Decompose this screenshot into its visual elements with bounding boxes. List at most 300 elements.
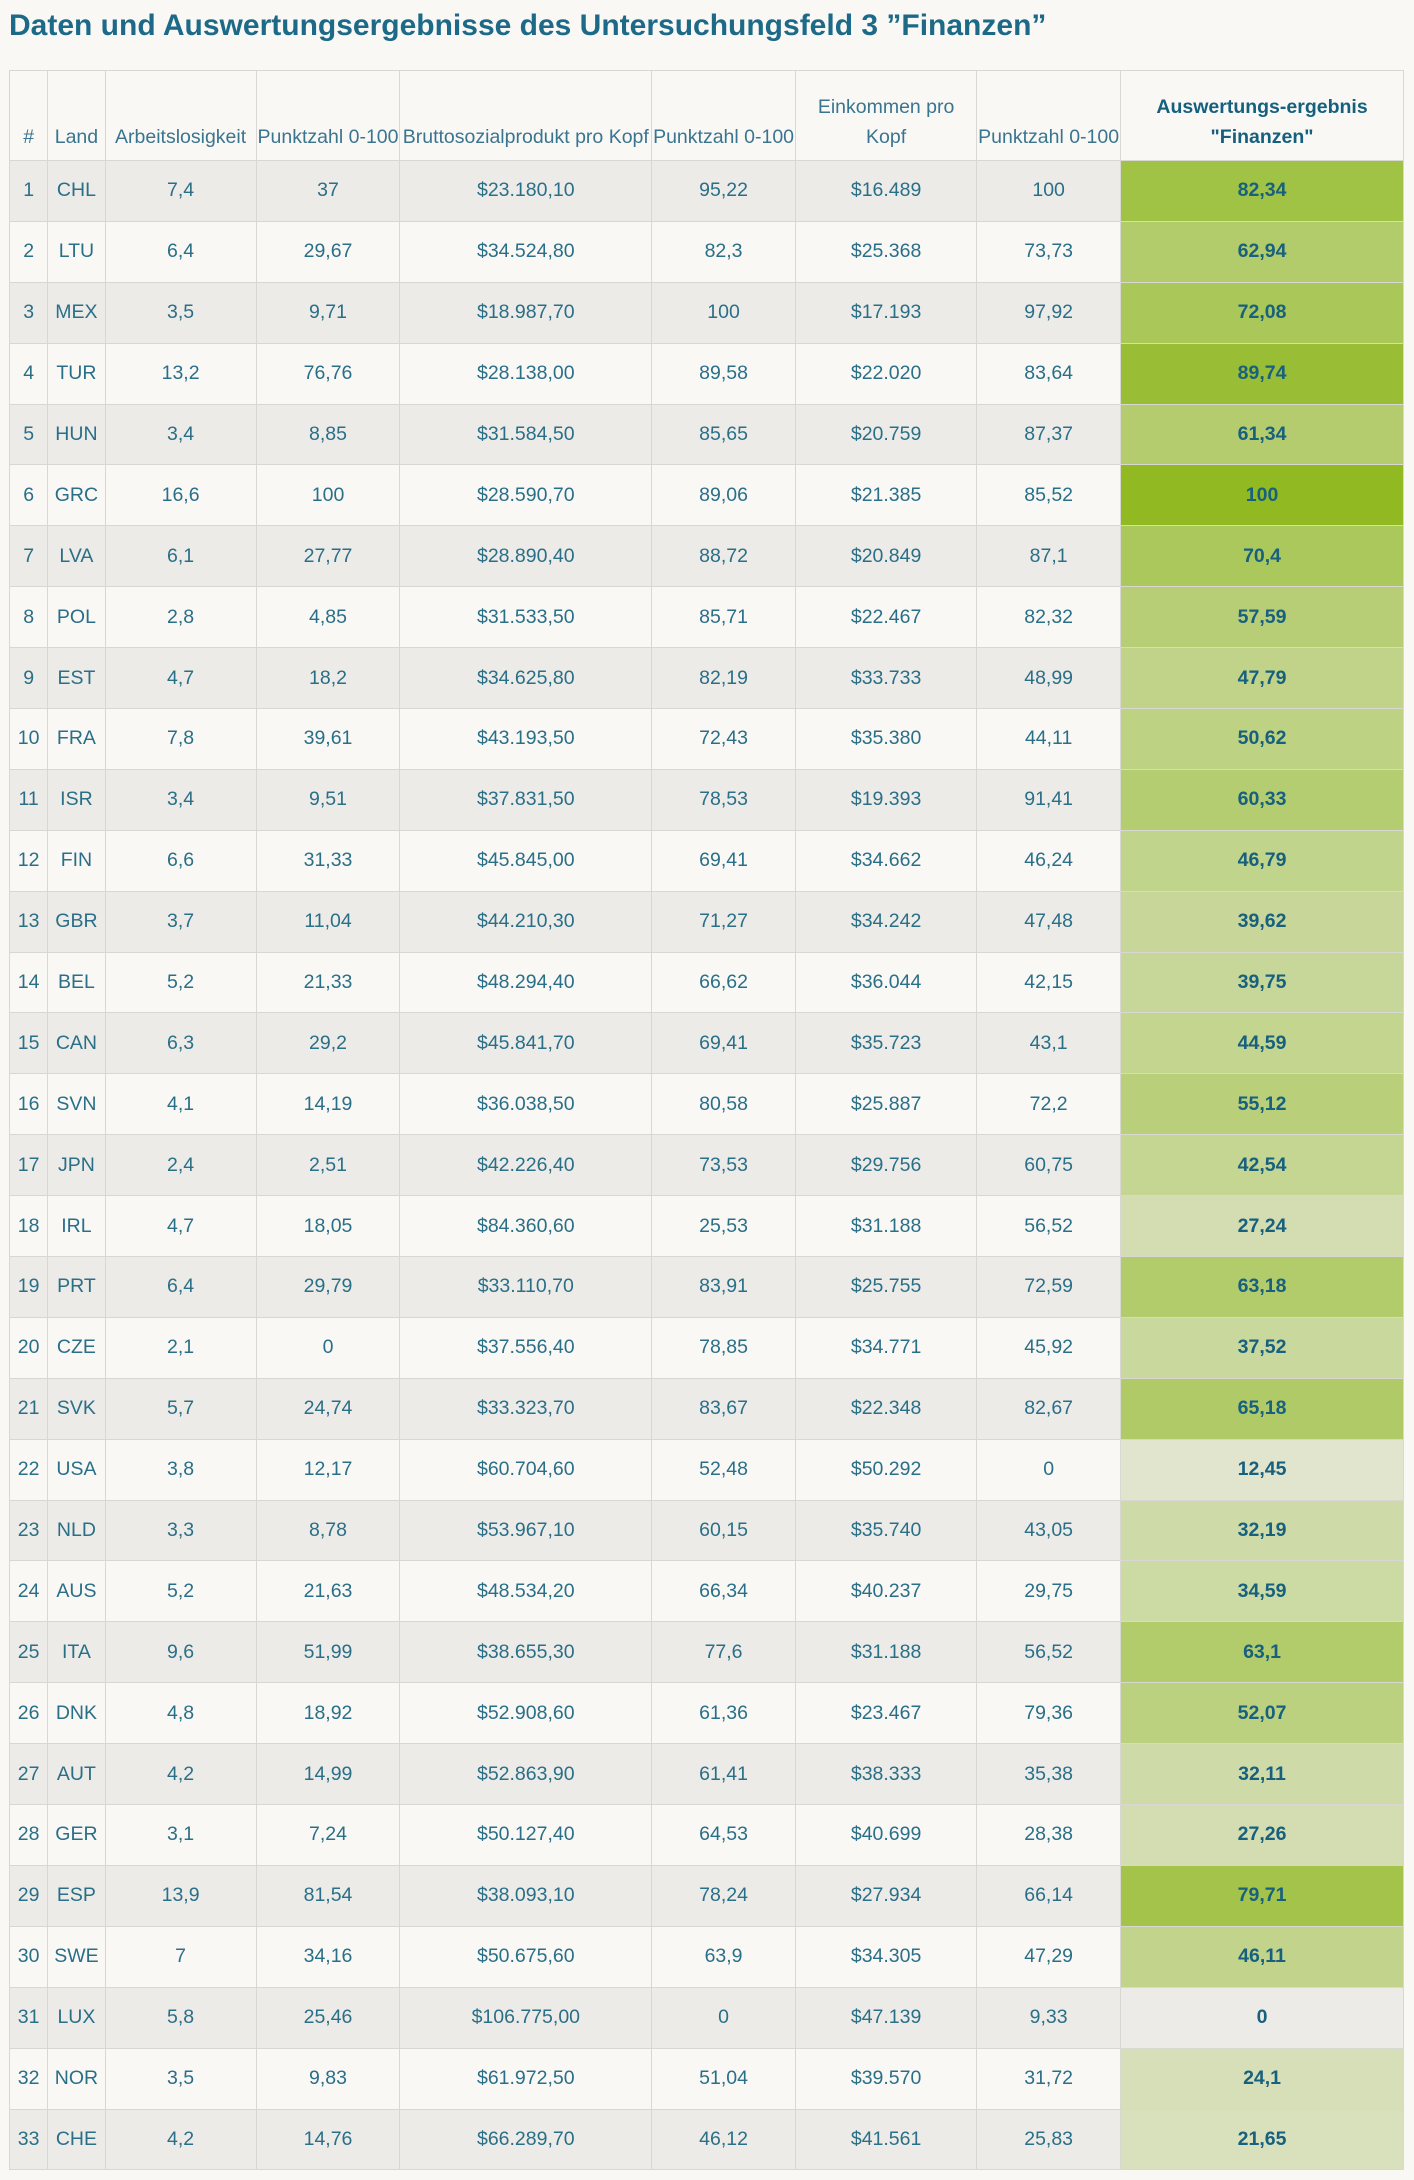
table-header-row: [10, 71, 1404, 161]
cell-bsp: $84.360,60: [400, 1196, 652, 1257]
cell-punkte-bsp: 63,9: [652, 1926, 796, 1987]
cell-einkommen: $41.561: [796, 2109, 977, 2170]
cell-punkte-arbeitslosigkeit: 7,24: [256, 1805, 400, 1866]
cell-land: LTU: [48, 221, 105, 282]
table-row: [10, 1196, 1404, 1257]
cell-ergebnis: 89,74: [1121, 343, 1404, 404]
cell-punkte-einkommen: 60,75: [977, 1135, 1121, 1196]
cell-einkommen: $36.044: [796, 952, 977, 1013]
cell-punkte-einkommen: 56,52: [977, 1196, 1121, 1257]
cell-bsp: $38.093,10: [400, 1865, 652, 1926]
cell-bsp: $53.967,10: [400, 1500, 652, 1561]
cell-arbeitslosigkeit: 4,8: [105, 1683, 256, 1744]
cell-ergebnis: 32,19: [1121, 1500, 1404, 1561]
cell-land: LUX: [48, 1987, 105, 2048]
cell-punkte-arbeitslosigkeit: 29,79: [256, 1257, 400, 1318]
cell-punkte-bsp: 83,91: [652, 1257, 796, 1318]
cell-punkte-bsp: 69,41: [652, 830, 796, 891]
cell-punkte-arbeitslosigkeit: 25,46: [256, 1987, 400, 2048]
column-header-punkte-bsp[interactable]: Punktzahl 0-100: [652, 71, 796, 161]
cell-land: NOR: [48, 2048, 105, 2109]
cell-num: 21: [10, 1378, 48, 1439]
cell-num: 8: [10, 587, 48, 648]
cell-bsp: $18.987,70: [400, 282, 652, 343]
cell-einkommen: $17.193: [796, 282, 977, 343]
cell-ergebnis: 24,1: [1121, 2048, 1404, 2109]
cell-punkte-einkommen: 91,41: [977, 769, 1121, 830]
cell-einkommen: $35.723: [796, 1013, 977, 1074]
cell-bsp: $50.675,60: [400, 1926, 652, 1987]
cell-punkte-einkommen: 79,36: [977, 1683, 1121, 1744]
cell-arbeitslosigkeit: 5,7: [105, 1378, 256, 1439]
cell-einkommen: $39.570: [796, 2048, 977, 2109]
cell-punkte-einkommen: 72,2: [977, 1074, 1121, 1135]
cell-punkte-arbeitslosigkeit: 14,19: [256, 1074, 400, 1135]
cell-ergebnis: 27,24: [1121, 1196, 1404, 1257]
cell-num: 27: [10, 1744, 48, 1805]
cell-arbeitslosigkeit: 6,1: [105, 526, 256, 587]
cell-land: NLD: [48, 1500, 105, 1561]
cell-punkte-einkommen: 73,73: [977, 221, 1121, 282]
cell-bsp: $28.590,70: [400, 465, 652, 526]
cell-num: 23: [10, 1500, 48, 1561]
cell-punkte-arbeitslosigkeit: 9,83: [256, 2048, 400, 2109]
cell-arbeitslosigkeit: 3,3: [105, 1500, 256, 1561]
cell-land: POL: [48, 587, 105, 648]
cell-land: GBR: [48, 891, 105, 952]
cell-arbeitslosigkeit: 6,4: [105, 1257, 256, 1318]
cell-num: 2: [10, 221, 48, 282]
cell-punkte-bsp: 95,22: [652, 161, 796, 222]
cell-bsp: $33.110,70: [400, 1257, 652, 1318]
cell-num: 26: [10, 1683, 48, 1744]
cell-punkte-arbeitslosigkeit: 51,99: [256, 1622, 400, 1683]
column-header-arbeitslosigkeit[interactable]: Arbeitslosigkeit: [105, 71, 256, 161]
column-header-land[interactable]: Land: [48, 71, 105, 161]
column-header-ergebnis[interactable]: Auswertungs-ergebnis "Finanzen": [1121, 71, 1404, 161]
cell-punkte-bsp: 72,43: [652, 709, 796, 770]
cell-punkte-einkommen: 47,29: [977, 1926, 1121, 1987]
table-row: [10, 1257, 1404, 1318]
cell-punkte-bsp: 78,53: [652, 769, 796, 830]
cell-num: 29: [10, 1865, 48, 1926]
cell-punkte-bsp: 52,48: [652, 1439, 796, 1500]
cell-ergebnis: 52,07: [1121, 1683, 1404, 1744]
cell-ergebnis: 32,11: [1121, 1744, 1404, 1805]
cell-land: SVK: [48, 1378, 105, 1439]
cell-punkte-bsp: 83,67: [652, 1378, 796, 1439]
cell-punkte-arbeitslosigkeit: 34,16: [256, 1926, 400, 1987]
cell-punkte-einkommen: 25,83: [977, 2109, 1121, 2170]
cell-arbeitslosigkeit: 4,2: [105, 2109, 256, 2170]
cell-punkte-einkommen: 82,67: [977, 1378, 1121, 1439]
cell-punkte-bsp: 60,15: [652, 1500, 796, 1561]
table-row: [10, 1622, 1404, 1683]
cell-ergebnis: 27,26: [1121, 1805, 1404, 1866]
table-row: [10, 952, 1404, 1013]
cell-einkommen: $40.237: [796, 1561, 977, 1622]
cell-punkte-einkommen: 87,1: [977, 526, 1121, 587]
cell-punkte-bsp: 82,19: [652, 648, 796, 709]
table-row: [10, 1135, 1404, 1196]
data-table: [9, 70, 1404, 2170]
cell-bsp: $66.289,70: [400, 2109, 652, 2170]
cell-punkte-bsp: 82,3: [652, 221, 796, 282]
table-row: [10, 161, 1404, 222]
cell-einkommen: $16.489: [796, 161, 977, 222]
cell-punkte-bsp: 71,27: [652, 891, 796, 952]
cell-num: 4: [10, 343, 48, 404]
cell-punkte-arbeitslosigkeit: 39,61: [256, 709, 400, 770]
cell-num: 7: [10, 526, 48, 587]
cell-ergebnis: 61,34: [1121, 404, 1404, 465]
cell-einkommen: $19.393: [796, 769, 977, 830]
cell-punkte-einkommen: 9,33: [977, 1987, 1121, 2048]
cell-arbeitslosigkeit: 7,8: [105, 709, 256, 770]
table-row: [10, 2109, 1404, 2170]
cell-einkommen: $50.292: [796, 1439, 977, 1500]
cell-ergebnis: 63,18: [1121, 1257, 1404, 1318]
cell-land: AUS: [48, 1561, 105, 1622]
cell-land: GRC: [48, 465, 105, 526]
cell-punkte-einkommen: 29,75: [977, 1561, 1121, 1622]
cell-einkommen: $35.380: [796, 709, 977, 770]
cell-ergebnis: 82,34: [1121, 161, 1404, 222]
cell-num: 24: [10, 1561, 48, 1622]
cell-bsp: $42.226,40: [400, 1135, 652, 1196]
cell-bsp: $37.556,40: [400, 1317, 652, 1378]
cell-punkte-arbeitslosigkeit: 31,33: [256, 830, 400, 891]
cell-punkte-arbeitslosigkeit: 2,51: [256, 1135, 400, 1196]
cell-punkte-einkommen: 72,59: [977, 1257, 1121, 1318]
table-row: [10, 343, 1404, 404]
cell-num: 16: [10, 1074, 48, 1135]
cell-punkte-bsp: 0: [652, 1987, 796, 2048]
cell-punkte-bsp: 85,71: [652, 587, 796, 648]
table-row: [10, 1987, 1404, 2048]
cell-punkte-arbeitslosigkeit: 100: [256, 465, 400, 526]
cell-bsp: $45.845,00: [400, 830, 652, 891]
cell-land: CHL: [48, 161, 105, 222]
cell-einkommen: $34.662: [796, 830, 977, 891]
table-row: [10, 282, 1404, 343]
cell-punkte-bsp: 25,53: [652, 1196, 796, 1257]
table-row: [10, 891, 1404, 952]
table-row: [10, 587, 1404, 648]
cell-num: 28: [10, 1805, 48, 1866]
cell-punkte-arbeitslosigkeit: 8,85: [256, 404, 400, 465]
cell-punkte-arbeitslosigkeit: 29,2: [256, 1013, 400, 1074]
cell-punkte-arbeitslosigkeit: 4,85: [256, 587, 400, 648]
cell-arbeitslosigkeit: 4,7: [105, 648, 256, 709]
cell-punkte-einkommen: 47,48: [977, 891, 1121, 952]
cell-arbeitslosigkeit: 3,5: [105, 282, 256, 343]
cell-num: 18: [10, 1196, 48, 1257]
cell-punkte-bsp: 85,65: [652, 404, 796, 465]
cell-arbeitslosigkeit: 4,1: [105, 1074, 256, 1135]
table-row: [10, 1500, 1404, 1561]
cell-num: 1: [10, 161, 48, 222]
cell-arbeitslosigkeit: 9,6: [105, 1622, 256, 1683]
cell-arbeitslosigkeit: 5,2: [105, 952, 256, 1013]
cell-land: CAN: [48, 1013, 105, 1074]
table-row: [10, 1013, 1404, 1074]
cell-land: FIN: [48, 830, 105, 891]
cell-einkommen: $22.348: [796, 1378, 977, 1439]
table-row: [10, 1317, 1404, 1378]
cell-num: 17: [10, 1135, 48, 1196]
cell-num: 15: [10, 1013, 48, 1074]
cell-punkte-bsp: 89,06: [652, 465, 796, 526]
cell-punkte-arbeitslosigkeit: 14,76: [256, 2109, 400, 2170]
cell-ergebnis: 62,94: [1121, 221, 1404, 282]
cell-arbeitslosigkeit: 3,4: [105, 404, 256, 465]
cell-arbeitslosigkeit: 2,8: [105, 587, 256, 648]
cell-arbeitslosigkeit: 3,1: [105, 1805, 256, 1866]
table-row: [10, 1378, 1404, 1439]
cell-punkte-arbeitslosigkeit: 14,99: [256, 1744, 400, 1805]
cell-einkommen: $20.849: [796, 526, 977, 587]
cell-einkommen: $21.385: [796, 465, 977, 526]
cell-punkte-einkommen: 66,14: [977, 1865, 1121, 1926]
cell-bsp: $38.655,30: [400, 1622, 652, 1683]
cell-punkte-einkommen: 85,52: [977, 465, 1121, 526]
cell-punkte-bsp: 77,6: [652, 1622, 796, 1683]
table-row: [10, 1744, 1404, 1805]
cell-land: DNK: [48, 1683, 105, 1744]
table-row: [10, 465, 1404, 526]
cell-land: HUN: [48, 404, 105, 465]
cell-einkommen: $22.467: [796, 587, 977, 648]
cell-punkte-bsp: 89,58: [652, 343, 796, 404]
cell-arbeitslosigkeit: 6,3: [105, 1013, 256, 1074]
cell-einkommen: $47.139: [796, 1987, 977, 2048]
cell-num: 10: [10, 709, 48, 770]
cell-num: 25: [10, 1622, 48, 1683]
cell-ergebnis: 50,62: [1121, 709, 1404, 770]
cell-num: 19: [10, 1257, 48, 1318]
cell-bsp: $31.584,50: [400, 404, 652, 465]
cell-land: CHE: [48, 2109, 105, 2170]
cell-punkte-arbeitslosigkeit: 37: [256, 161, 400, 222]
cell-arbeitslosigkeit: 2,1: [105, 1317, 256, 1378]
cell-num: 32: [10, 2048, 48, 2109]
cell-einkommen: $31.188: [796, 1196, 977, 1257]
cell-punkte-arbeitslosigkeit: 24,74: [256, 1378, 400, 1439]
cell-punkte-bsp: 69,41: [652, 1013, 796, 1074]
table-row: [10, 769, 1404, 830]
cell-punkte-arbeitslosigkeit: 76,76: [256, 343, 400, 404]
cell-punkte-bsp: 51,04: [652, 2048, 796, 2109]
cell-bsp: $43.193,50: [400, 709, 652, 770]
cell-punkte-arbeitslosigkeit: 12,17: [256, 1439, 400, 1500]
cell-land: SVN: [48, 1074, 105, 1135]
table-row: [10, 1805, 1404, 1866]
cell-land: FRA: [48, 709, 105, 770]
cell-punkte-bsp: 100: [652, 282, 796, 343]
cell-ergebnis: 65,18: [1121, 1378, 1404, 1439]
cell-punkte-arbeitslosigkeit: 21,33: [256, 952, 400, 1013]
cell-bsp: $33.323,70: [400, 1378, 652, 1439]
cell-ergebnis: 70,4: [1121, 526, 1404, 587]
cell-land: TUR: [48, 343, 105, 404]
cell-punkte-arbeitslosigkeit: 0: [256, 1317, 400, 1378]
table-row: [10, 1074, 1404, 1135]
cell-arbeitslosigkeit: 7: [105, 1926, 256, 1987]
cell-einkommen: $25.887: [796, 1074, 977, 1135]
cell-punkte-bsp: 78,85: [652, 1317, 796, 1378]
cell-bsp: $52.908,60: [400, 1683, 652, 1744]
cell-punkte-arbeitslosigkeit: 18,2: [256, 648, 400, 709]
cell-punkte-einkommen: 31,72: [977, 2048, 1121, 2109]
cell-arbeitslosigkeit: 5,8: [105, 1987, 256, 2048]
cell-punkte-einkommen: 35,38: [977, 1744, 1121, 1805]
cell-land: CZE: [48, 1317, 105, 1378]
cell-ergebnis: 12,45: [1121, 1439, 1404, 1500]
cell-punkte-einkommen: 28,38: [977, 1805, 1121, 1866]
cell-punkte-einkommen: 0: [977, 1439, 1121, 1500]
cell-punkte-einkommen: 87,37: [977, 404, 1121, 465]
cell-bsp: $36.038,50: [400, 1074, 652, 1135]
cell-bsp: $37.831,50: [400, 769, 652, 830]
cell-land: LVA: [48, 526, 105, 587]
cell-punkte-einkommen: 46,24: [977, 830, 1121, 891]
cell-num: 3: [10, 282, 48, 343]
table-row: [10, 1561, 1404, 1622]
cell-einkommen: $40.699: [796, 1805, 977, 1866]
page-title: Daten und Auswertungsergebnisse des Untersuchungsfeld 3 ”Finanzen”: [9, 9, 1047, 42]
cell-ergebnis: 37,52: [1121, 1317, 1404, 1378]
cell-land: ESP: [48, 1865, 105, 1926]
cell-punkte-arbeitslosigkeit: 21,63: [256, 1561, 400, 1622]
cell-bsp: $44.210,30: [400, 891, 652, 952]
table-row: [10, 1439, 1404, 1500]
cell-land: AUT: [48, 1744, 105, 1805]
cell-num: 20: [10, 1317, 48, 1378]
cell-ergebnis: 39,62: [1121, 891, 1404, 952]
cell-bsp: $34.524,80: [400, 221, 652, 282]
cell-arbeitslosigkeit: 3,4: [105, 769, 256, 830]
cell-bsp: $34.625,80: [400, 648, 652, 709]
cell-ergebnis: 55,12: [1121, 1074, 1404, 1135]
column-header-punkte-einkommen[interactable]: Punktzahl 0-100: [977, 71, 1121, 161]
cell-land: JPN: [48, 1135, 105, 1196]
cell-einkommen: $27.934: [796, 1865, 977, 1926]
cell-ergebnis: 46,79: [1121, 830, 1404, 891]
cell-ergebnis: 47,79: [1121, 648, 1404, 709]
cell-arbeitslosigkeit: 4,2: [105, 1744, 256, 1805]
cell-punkte-einkommen: 56,52: [977, 1622, 1121, 1683]
cell-punkte-einkommen: 45,92: [977, 1317, 1121, 1378]
cell-ergebnis: 44,59: [1121, 1013, 1404, 1074]
cell-punkte-arbeitslosigkeit: 27,77: [256, 526, 400, 587]
cell-num: 9: [10, 648, 48, 709]
cell-ergebnis: 100: [1121, 465, 1404, 526]
table-row: [10, 1683, 1404, 1744]
cell-bsp: $28.890,40: [400, 526, 652, 587]
cell-land: MEX: [48, 282, 105, 343]
cell-num: 13: [10, 891, 48, 952]
cell-einkommen: $20.759: [796, 404, 977, 465]
cell-land: GER: [48, 1805, 105, 1866]
cell-num: 5: [10, 404, 48, 465]
cell-arbeitslosigkeit: 13,9: [105, 1865, 256, 1926]
cell-arbeitslosigkeit: 5,2: [105, 1561, 256, 1622]
cell-punkte-arbeitslosigkeit: 18,92: [256, 1683, 400, 1744]
cell-punkte-einkommen: 43,1: [977, 1013, 1121, 1074]
table-row: [10, 2048, 1404, 2109]
cell-land: PRT: [48, 1257, 105, 1318]
cell-punkte-einkommen: 43,05: [977, 1500, 1121, 1561]
cell-land: IRL: [48, 1196, 105, 1257]
cell-einkommen: $25.755: [796, 1257, 977, 1318]
cell-ergebnis: 0: [1121, 1987, 1404, 2048]
cell-punkte-arbeitslosigkeit: 81,54: [256, 1865, 400, 1926]
cell-punkte-einkommen: 100: [977, 161, 1121, 222]
cell-ergebnis: 60,33: [1121, 769, 1404, 830]
cell-einkommen: $31.188: [796, 1622, 977, 1683]
cell-num: 33: [10, 2109, 48, 2170]
cell-punkte-arbeitslosigkeit: 18,05: [256, 1196, 400, 1257]
cell-land: SWE: [48, 1926, 105, 1987]
cell-bsp: $48.534,20: [400, 1561, 652, 1622]
cell-einkommen: $25.368: [796, 221, 977, 282]
cell-punkte-bsp: 46,12: [652, 2109, 796, 2170]
cell-arbeitslosigkeit: 2,4: [105, 1135, 256, 1196]
cell-bsp: $50.127,40: [400, 1805, 652, 1866]
cell-punkte-bsp: 66,62: [652, 952, 796, 1013]
cell-land: BEL: [48, 952, 105, 1013]
cell-punkte-bsp: 61,41: [652, 1744, 796, 1805]
cell-ergebnis: 46,11: [1121, 1926, 1404, 1987]
cell-einkommen: $29.756: [796, 1135, 977, 1196]
table-row: [10, 648, 1404, 709]
cell-bsp: $60.704,60: [400, 1439, 652, 1500]
cell-punkte-bsp: 80,58: [652, 1074, 796, 1135]
cell-einkommen: $33.733: [796, 648, 977, 709]
column-header-punkte-arbeitslosigkeit[interactable]: Punktzahl 0-100: [256, 71, 400, 161]
cell-punkte-einkommen: 82,32: [977, 587, 1121, 648]
cell-arbeitslosigkeit: 4,7: [105, 1196, 256, 1257]
cell-arbeitslosigkeit: 6,4: [105, 221, 256, 282]
cell-punkte-bsp: 64,53: [652, 1805, 796, 1866]
cell-punkte-bsp: 73,53: [652, 1135, 796, 1196]
cell-arbeitslosigkeit: 3,7: [105, 891, 256, 952]
cell-punkte-einkommen: 42,15: [977, 952, 1121, 1013]
column-header-einkommen[interactable]: Einkommen pro Kopf: [796, 71, 977, 161]
cell-bsp: $31.533,50: [400, 587, 652, 648]
column-header-num[interactable]: #: [10, 71, 48, 161]
cell-num: 12: [10, 830, 48, 891]
cell-einkommen: $22.020: [796, 343, 977, 404]
cell-arbeitslosigkeit: 3,8: [105, 1439, 256, 1500]
cell-num: 22: [10, 1439, 48, 1500]
cell-num: 14: [10, 952, 48, 1013]
cell-bsp: $45.841,70: [400, 1013, 652, 1074]
cell-einkommen: $34.242: [796, 891, 977, 952]
table-row: [10, 709, 1404, 770]
cell-punkte-einkommen: 97,92: [977, 282, 1121, 343]
column-header-bsp[interactable]: Bruttosozialprodukt pro Kopf: [400, 71, 652, 161]
cell-land: ISR: [48, 769, 105, 830]
cell-ergebnis: 63,1: [1121, 1622, 1404, 1683]
cell-num: 6: [10, 465, 48, 526]
cell-punkte-arbeitslosigkeit: 11,04: [256, 891, 400, 952]
cell-punkte-einkommen: 44,11: [977, 709, 1121, 770]
cell-einkommen: $34.305: [796, 1926, 977, 1987]
cell-arbeitslosigkeit: 3,5: [105, 2048, 256, 2109]
cell-ergebnis: 34,59: [1121, 1561, 1404, 1622]
